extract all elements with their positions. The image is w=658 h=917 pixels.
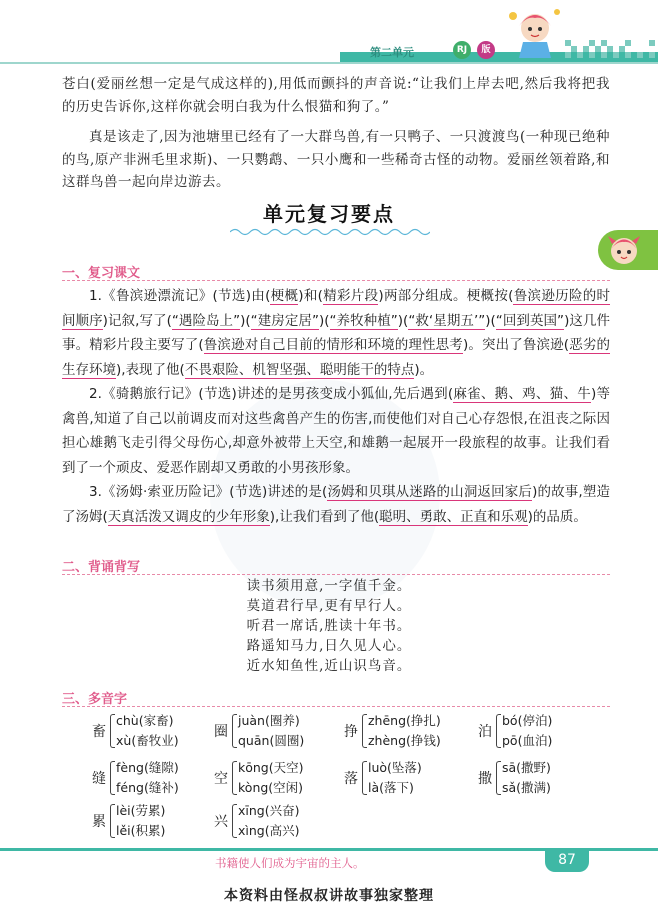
polyphone-char: 挣	[344, 724, 358, 740]
answer: 鲁滨逊对自己目前的情形和环境的理性思考	[203, 337, 463, 353]
polyphone-char: 兴	[214, 814, 228, 830]
polyphone-reading: xìng(高兴)	[238, 823, 300, 838]
polyphone-char: 累	[92, 814, 106, 830]
answer: 恶劣的生存环境	[62, 337, 610, 378]
polyphone-reading: luò(坠落)	[368, 760, 422, 775]
brace	[496, 761, 501, 795]
intro-paragraph-2: 真是该走了,因为池塘里已经有了一大群鸟兽,有一只鸭子、一只渡渡鸟(一种现已绝种的鸟,原产非洲毛里求斯)、一只鹦鹉、一只小鹰和一些稀奇古怪的动物。爱丽丝领着路,和这群鸟兽一起向岸边游去。	[62, 129, 610, 190]
polyphone-char: 畜	[92, 724, 106, 740]
answer: 麻雀、鹅、鸡、猫、牛	[453, 386, 591, 402]
section-heading-polyphones: 三、多音字	[62, 692, 128, 707]
review-paragraph-2: 2.《骑鹅旅行记》(节选)讲述的是男孩变成小狐仙,先后遇到(麻雀、鹅、鸡、猫、牛)等禽兽,知道了自己以前调皮而对这些禽兽产生的伤害,而使他们对自己心存怨恨,在沮丧之际因担心雄鹅飞走引得父母伤心,却意外被带上天空,和雄鹅一起展开一段旅程的故事。让我们看到了一个顽皮、爱恶作剧却又勇敢的小男孩形象。	[62, 386, 610, 476]
polyphone-char: 撒	[478, 771, 492, 787]
brace	[362, 714, 367, 748]
answer: 精彩片段	[322, 288, 379, 304]
polyphone-reading: fèng(缝隙)	[116, 760, 179, 775]
polyphone-char: 缝	[92, 771, 106, 787]
section-title: 单元复习要点	[263, 202, 395, 226]
unit-label: 第二单元	[370, 46, 414, 59]
brace	[496, 714, 501, 748]
polyphone-reading: là(落下)	[368, 780, 414, 795]
answer: “回到英国”	[495, 312, 565, 329]
polyphone-reading: sǎ(撒满)	[502, 780, 551, 795]
polyphone-reading: xù(畜牧业)	[116, 733, 179, 748]
answer: 汤姆和贝琪从迷路的山洞返回家后	[327, 484, 533, 500]
polyphone-char: 空	[214, 771, 228, 787]
poem-line: 听君一席话,胜读十年书。	[246, 618, 412, 634]
polyphone-reading: chù(家畜)	[116, 713, 174, 728]
polyphone-reading: pō(血泊)	[502, 733, 553, 748]
polyphone-reading: kōng(天空)	[238, 760, 304, 775]
polyphone-reading: bó(停泊)	[502, 713, 553, 728]
brace	[110, 714, 115, 748]
footer-credit: 本资料由怪叔叔讲故事独家整理	[224, 888, 434, 904]
brace	[232, 761, 237, 795]
review-paragraph-1: 1.《鲁滨逊漂流记》(节选)由(梗概)和(精彩片段)两部分组成。梗概按(鲁滨逊历险的时间顺序)记叙,写了(“遇险岛上”)(“建房定居”)(“养牧种植”)(“救‘星期五’”)(“回到英国”)这几件事。精彩片段主要写了(鲁滨逊对自己目前的情形和环境的理性思考)。突出了鲁滨逊(恶劣的生存环境),表现了他(不畏艰险、机智坚强、聪明能干的特点)。	[62, 288, 611, 378]
brace	[110, 804, 115, 838]
polyphone-reading: kòng(空闲)	[238, 780, 304, 795]
section-heading-review: 一、复习课文	[62, 266, 141, 281]
polyphone-reading: juàn(圈养)	[238, 713, 300, 728]
polyphone-reading: lèi(劳累)	[116, 803, 166, 818]
poem-line: 读书须用意,一字值千金。	[246, 578, 412, 594]
poem-line: 路遥知马力,日久见人心。	[246, 638, 412, 654]
brace	[110, 761, 115, 795]
brace	[362, 761, 367, 795]
polyphone-reading: lěi(积累)	[116, 823, 166, 838]
polyphone-char: 圈	[214, 724, 228, 740]
intro-paragraph-1: 苍白(爱丽丝想一定是气成这样的),用低而颤抖的声音说:“让我们上岸去吧,然后我将把我的历史告诉你,这样你就会明白我为什么恨猫和狗了。”	[62, 76, 610, 115]
answer: 梗概	[270, 288, 299, 304]
brace	[232, 804, 237, 838]
review-paragraph-3: 3.《汤姆·索亚历险记》(节选)讲述的是(汤姆和贝琪从迷路的山洞返回家后)的故事,塑造了汤姆(天真活泼又调皮的少年形象),让我们看到了他(聪明、勇敢、正直和乐观)的品质。	[62, 484, 610, 525]
answer: 不畏艰险、机智坚强、聪明能干的特点	[184, 361, 415, 378]
answer: “遇险岛上”	[171, 312, 241, 329]
footer-slogan: 书籍使人们成为宇宙的主人。	[215, 856, 365, 870]
polyphone-reading: quān(圆圈)	[238, 733, 305, 748]
answer: 天真活泼又调皮的少年形象	[107, 508, 270, 525]
polyphone-char: 落	[344, 771, 358, 787]
section-heading-recite: 二、背诵背写	[62, 560, 141, 575]
polyphone-reading: xīng(兴奋)	[238, 803, 300, 818]
polyphone-reading: zhēng(挣扎)	[368, 713, 441, 728]
answer: “养牧种植”	[329, 312, 398, 329]
polyphone-reading: féng(缝补)	[116, 780, 179, 795]
polyphone-char: 泊	[478, 724, 492, 740]
answer: “建房定居”	[250, 312, 319, 329]
poem-line: 莫道君行早,更有早行人。	[246, 598, 412, 614]
poem-line: 近水知鱼性,近山识鸟音。	[246, 658, 412, 674]
polyphone-reading: zhèng(挣钱)	[368, 733, 441, 748]
polyphone-reading: sā(撒野)	[502, 760, 551, 775]
brace	[232, 714, 237, 748]
answer: “救‘星期五’”	[408, 312, 486, 329]
edition-badge-rj: RJ	[453, 41, 471, 59]
answer: 鲁滨逊历险的时间顺序	[62, 288, 611, 329]
answer: 聪明、勇敢、正直和乐观	[379, 508, 528, 525]
page-number: 87	[545, 848, 589, 872]
edition-badge-ban: 版	[477, 41, 495, 59]
